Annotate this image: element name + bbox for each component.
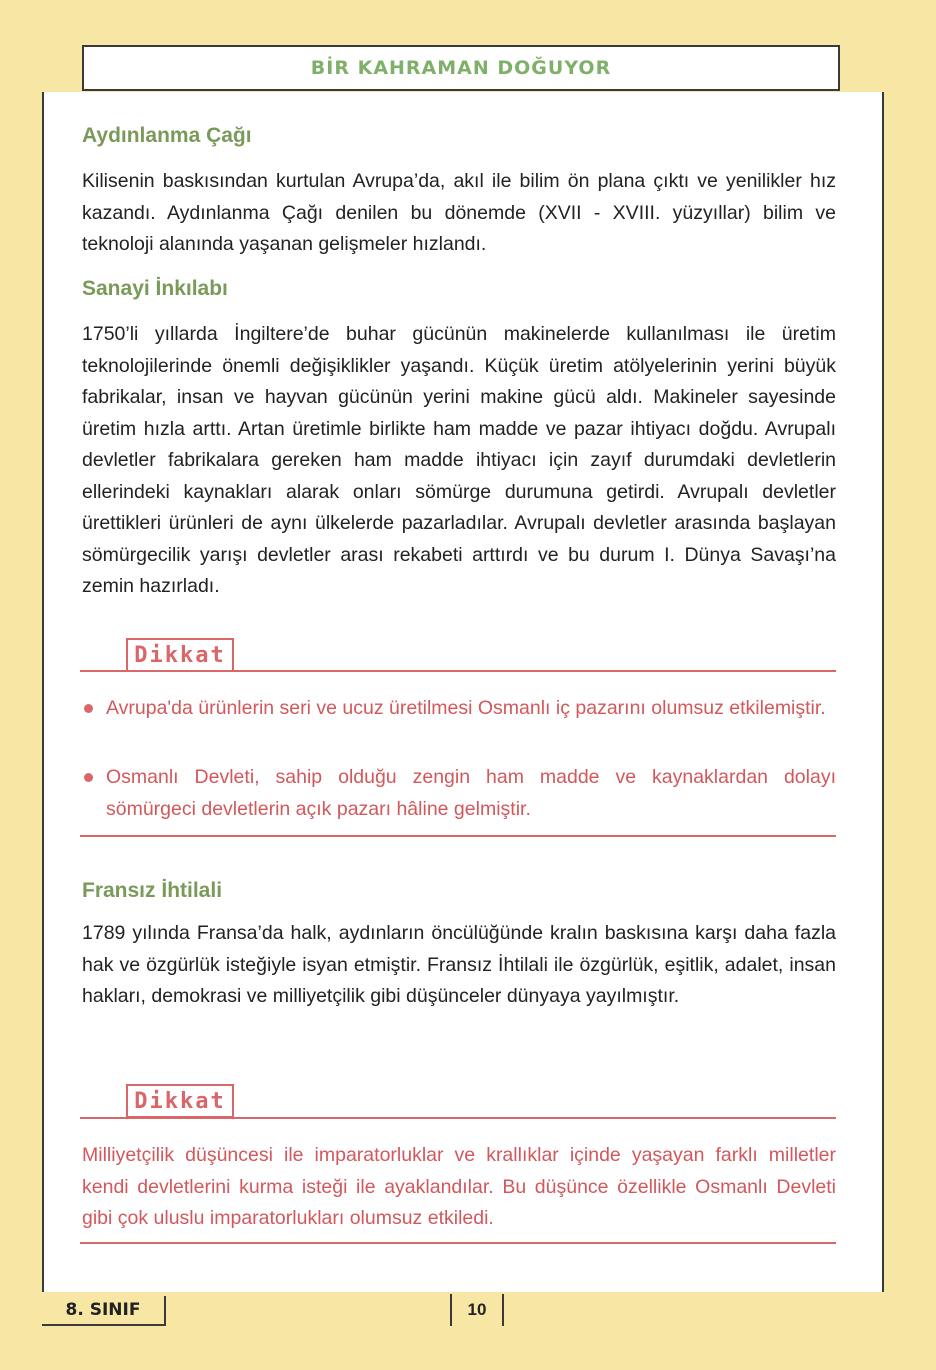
dikkat-bottom-rule bbox=[80, 835, 836, 837]
grade-label: 8. SINIF bbox=[42, 1296, 166, 1326]
paragraph-sanayi: 1750’li yıllarda İngiltere’de buhar gücünün makinelerde kullanılması ile üretim teknolojilerinde önemli değişiklikler yaşandı. Küçük üretim atölyelerinin yerini büyük fabrikalar, insan ve hayvan gücünün yerini makine gücü aldı. Makineler sayesinde üretim hızla arttı. Artan üretimle birlikte ham madde ve pazar ihtiyacı doğdu. Avrupalı devletler fabrikalara gereken ham madde ihtiyacı için zayıf durumdaki devletlerin ellerindeki kaynakları alarak onları sömürge durumuna getirdi. Avrupalı devletler ürettikleri ürünleri de aynı ülkelerde pazarladılar. Avrupalı devletler arasında başlayan sömürgecilik yarışı devletler arası rekabeti arttırdı ve bu durum I. Dünya Savaşı’na zemin hazırladı. bbox=[82, 323, 836, 597]
page-number: 10 bbox=[450, 1294, 504, 1326]
list-item bbox=[82, 693, 836, 725]
dikkat-note-text: Milliyetçilik düşüncesi ile imparatorluklar ve krallıklar içinde yaşayan farklı milletler kendi devletlerini kurma isteği ile ayaklandılar. Bu düşünce özellikle Osmanlı Devleti gibi çok uluslu imparatorlukları olumsuz etkiledi. bbox=[82, 1144, 836, 1229]
paragraph-aydinlanma: Kilisenin baskısından kurtulan Avrupa’da, akıl ile bilim ön plana çıktı ve yenilikler hız kazandı. Aydınlanma Çağı denilen bu dönemde (XVII - XVIII. yüzyıllar) bilim ve teknoloji alanında yaşanan gelişmeler hızlandı. bbox=[82, 170, 836, 255]
section-title-aydinlanma: Aydınlanma Çağı bbox=[82, 124, 252, 147]
dikkat-bottom-rule bbox=[80, 1242, 836, 1244]
paragraph-fransiz: 1789 yılında Fransa’da halk, aydınların öncülüğünde kralın baskısına karşı daha fazla hak ve özgürlük isteğiyle isyan etmiştir. Fransız İhtilali ile özgürlük, eşitlik, adalet, insan hakları, demokrasi ve milliyetçilik gibi düşünceler dünyaya yayılmıştır. bbox=[82, 922, 836, 1007]
header-title: BİR KAHRAMAN DOĞUYOR bbox=[310, 57, 612, 79]
bullet-icon bbox=[84, 704, 93, 713]
dikkat-label: Dikkat bbox=[126, 638, 234, 672]
bullet-icon bbox=[84, 773, 93, 782]
dikkat-item-text: Osmanlı Devleti, sahip olduğu zengin ham madde ve kaynaklardan dolayı sömürgeci devletlerin açık pazarı hâline gelmiştir. bbox=[106, 766, 836, 820]
list-item bbox=[82, 762, 836, 825]
section-title-fransiz: Fransız İhtilali bbox=[82, 879, 223, 902]
section-title-sanayi: Sanayi İnkılabı bbox=[82, 277, 228, 300]
dikkat-item-text: Avrupa'da ürünlerin seri ve ucuz üretilmesi Osmanlı iç pazarını olumsuz etkilemiştir. bbox=[106, 697, 826, 719]
header-banner bbox=[82, 45, 840, 91]
dikkat-label: Dikkat bbox=[126, 1084, 234, 1118]
